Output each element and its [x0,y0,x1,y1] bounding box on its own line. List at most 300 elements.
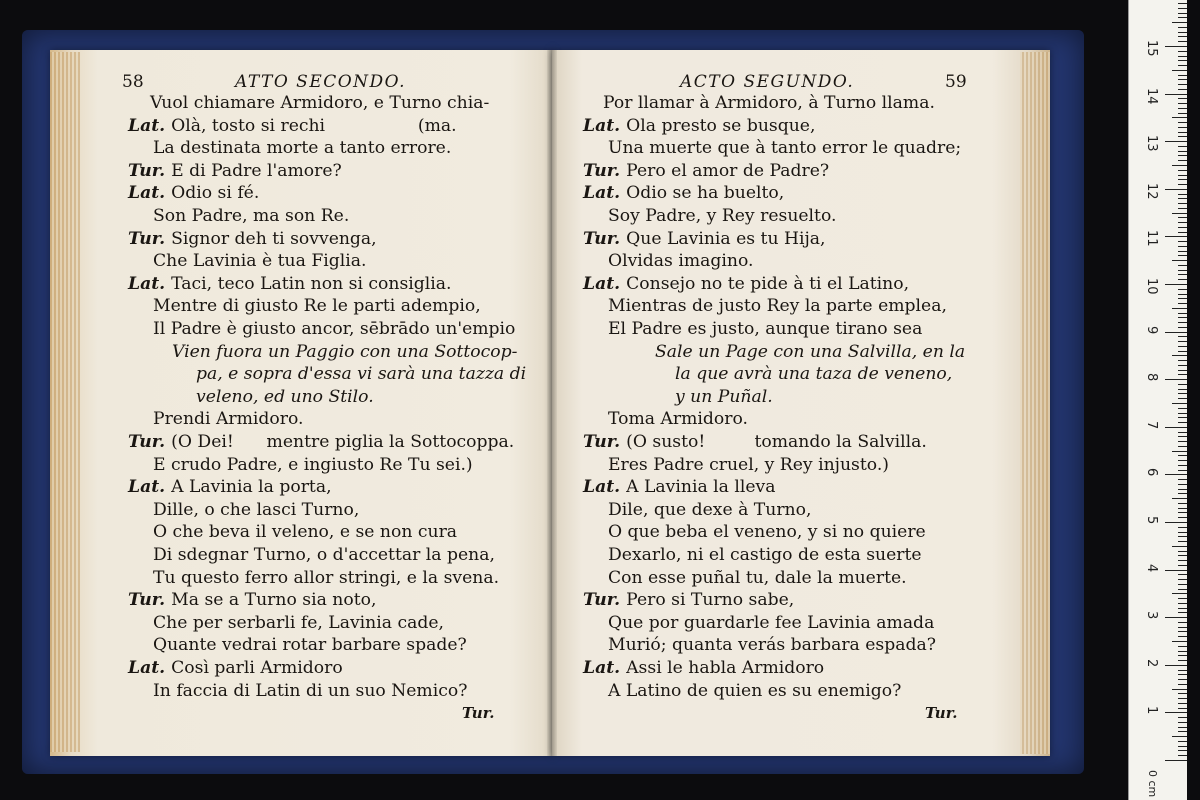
ruler-tick [1165,189,1187,190]
text-line [583,115,816,136]
ruler-tick [1178,708,1187,709]
dialogue-text: O che beva il veleno, e se non cura [153,522,458,543]
speaker-label: Lat. [128,115,172,136]
ruler-tick [1178,655,1187,656]
dialogue-text: A Lavinia la porta, [171,477,332,498]
dialogue-text: Taci, teco Latin non si consiglia. [171,273,452,294]
ruler-tick [1178,13,1187,14]
text-line [196,386,374,407]
ruler-tick [1172,22,1187,23]
text-line [153,499,360,520]
ruler-tick [1178,60,1187,61]
right-running-head: ACTO SEGUNDO. [680,72,855,92]
dialogue-text: Olà, tosto si rechi (ma. [171,115,457,136]
ruler-tick [1178,198,1187,199]
ruler-tick [1178,660,1187,661]
ruler-number: 4 [1144,563,1159,572]
dialogue-text: Consejo no te pide à ti el Latino, [626,273,910,294]
speaker-label: Lat. [128,477,172,498]
ruler-tick [1178,160,1187,161]
ruler-tick [1178,155,1187,156]
text-line [150,95,489,112]
ruler-tick [1178,389,1187,390]
ruler-tick [1178,489,1187,490]
measurement-ruler [1128,0,1187,800]
left-running-head: ATTO SECONDO. [235,72,407,92]
dialogue-text: Ma se a Turno sia noto, [171,590,377,611]
text-line [172,341,518,362]
ruler-tick [1178,731,1187,732]
dialogue-text: Soy Padre, y Rey resuelto. [608,206,837,226]
ruler-tick [1178,56,1187,57]
text-line [153,411,303,428]
ruler-tick [1178,627,1187,628]
dialogue-text: Tu questo ferro allor stringi, e la svena. [153,567,500,588]
dialogue-text: Quante vedrai rotar barbare spade? [153,635,467,656]
speaker-label: Lat. [583,183,627,204]
ruler-number: 5 [1144,516,1159,525]
ruler-tick [1178,227,1187,228]
ruler-tick [1178,465,1187,466]
ruler-unit-label: 0 cm [1146,770,1159,798]
dialogue-text: Signor deh ti sovvenga, [171,228,377,249]
ruler-tick [1178,51,1187,52]
dialogue-text: Una muerte que à tanto error le quadre; [608,138,962,159]
ruler-tick [1178,32,1187,33]
dialogue-text: Che per serbarli fe, Lavinia cade, [153,612,444,633]
ruler-tick [1165,427,1187,428]
dialogue-text: Son Padre, ma son Re. [153,206,350,226]
ruler-tick [1178,65,1187,66]
speaker-label: Lat. [583,658,627,678]
ruler-tick [1178,274,1187,275]
ruler-tick [1178,684,1187,685]
ruler-tick [1178,27,1187,28]
ruler-tick [1178,417,1187,418]
ruler-tick [1178,203,1187,204]
ruler-number: 7 [1144,420,1159,430]
speaker-label: Tur. [583,432,627,452]
text-line [583,479,776,496]
text-line [153,612,444,633]
speaker-label: Tur. [583,590,627,611]
text-line [128,660,343,677]
ruler-tick [1178,84,1187,85]
dialogue-text: (O susto! tomando la Salvilla. [626,432,927,452]
ruler-tick [1172,689,1187,690]
speaker-label: Tur. [128,228,172,249]
text-line [608,524,926,541]
ruler-tick [1178,565,1187,566]
stage-direction: la que avrà una taza de veneno, [675,364,953,385]
ruler-tick [1178,646,1187,647]
dialogue-text: Por llamar à Armidoro, à Turno llama. [603,93,935,113]
ruler-number: 14 [1144,87,1159,105]
ruler-tick [1178,408,1187,409]
dialogue-text: Eres Padre cruel, y Rey injusto.) [608,454,889,475]
dialogue-text: Il Padre è giusto ancor, sēbrādo un'empio [153,319,516,339]
ruler-tick [1178,370,1187,371]
ruler-tick [1178,508,1187,509]
ruler-number: 6 [1144,468,1159,477]
ruler-tick [1178,441,1187,442]
dialogue-text: Mientras de justo Rey la parte emplea, [608,296,947,317]
ruler-tick [1178,674,1187,675]
ruler-tick [1178,374,1187,375]
ruler-tick [1178,574,1187,575]
text-line [153,454,473,475]
ruler-tick [1178,327,1187,328]
text-line [583,434,927,451]
dialogue-text: Que Lavinia es tu Hija, [626,228,826,249]
dialogue-text: (O Dei! mentre piglia la Sottocoppa. [171,432,515,452]
text-line [675,386,773,407]
ruler-tick [1178,113,1187,114]
ruler-tick [1178,560,1187,561]
ruler-tick [1178,341,1187,342]
ruler-tick [1165,379,1187,380]
stage-direction: veleno, ed uno Stilo. [196,386,374,407]
ruler-tick [1178,527,1187,528]
speaker-label: Lat. [583,273,627,294]
ruler-tick [1165,712,1187,713]
text-line [153,140,451,157]
dialogue-text: Che Lavinia è tua Figlia. [153,251,367,272]
ruler-tick [1165,46,1187,47]
ruler-tick [1178,479,1187,480]
text-line [655,341,966,362]
text-line [608,547,922,564]
text-line [583,228,826,249]
ruler-tick [1178,755,1187,756]
stage-direction: Vien fuora un Paggio con una Sottocop- [172,341,518,362]
dialogue-text: In faccia di Latin di un suo Nemico? [153,680,468,701]
ruler-tick [1178,584,1187,585]
ruler-number: 3 [1144,611,1159,620]
ruler-tick [1178,241,1187,242]
ruler-tick [1178,322,1187,323]
dialogue-text: Prendi Armidoro. [153,409,304,430]
text-line [608,298,947,315]
ruler-tick [1165,284,1187,285]
ruler-tick [1178,346,1187,347]
ruler-tick [1178,3,1187,4]
text-line [153,680,468,701]
ruler-tick [1172,70,1187,71]
ruler-tick [1165,332,1187,333]
text-line [128,185,259,202]
ruler-tick [1178,122,1187,123]
ruler-tick [1178,8,1187,9]
dialogue-text: Que por guardarle fee Lavinia amada [608,612,935,633]
speaker-label: Tur. [128,432,172,452]
dialogue-text: Mentre di giusto Re le parti adempio, [153,296,481,317]
ruler-tick [1178,532,1187,533]
speaker-label: Tur. [128,590,172,611]
ruler-tick [1178,279,1187,280]
text-line [196,366,526,383]
dialogue-text: A Lavinia la lleva [626,477,776,498]
ruler-tick [1172,593,1187,594]
dialogue-text: E di Padre l'amore? [171,160,342,181]
text-line [128,273,452,294]
ruler-tick [1172,451,1187,452]
ruler-tick [1165,522,1187,523]
ruler-tick [1178,703,1187,704]
ruler-number: 11 [1144,230,1159,247]
ruler-tick [1178,512,1187,513]
ruler-tick [1178,470,1187,471]
speaker-label: Tur. [128,160,172,181]
ruler-tick [1178,151,1187,152]
text-line [583,160,830,181]
ruler-tick [1178,608,1187,609]
left-catchword: Tur. [462,704,495,722]
text-line [153,253,366,270]
speaker-label: Tur. [583,160,627,181]
ruler-tick [1165,141,1187,142]
text-line [153,524,457,541]
ruler-tick [1178,365,1187,366]
ruler-tick [1178,303,1187,304]
ruler-tick [1178,79,1187,80]
ruler-tick [1172,403,1187,404]
dialogue-text: Con esse puñal tu, dale la muerte. [608,567,907,588]
ruler-tick [1165,665,1187,666]
dialogue-text: Di sdegnar Turno, o d'accettar la pena, [153,545,495,565]
ruler-tick [1178,232,1187,233]
left-page-number: 58 [122,72,144,92]
dialogue-text: Odio se ha buelto, [626,183,785,204]
ruler-tick [1178,517,1187,518]
ruler-tick [1178,294,1187,295]
ruler-tick [1165,94,1187,95]
dialogue-text: Dille, o che lasci Turno, [153,499,360,520]
ruler-tick [1178,598,1187,599]
text-line [153,547,495,564]
ruler-tick [1178,541,1187,542]
stage-direction: pa, e sopra d'essa vi sarà una tazza di [196,364,527,385]
ruler-tick [1178,436,1187,437]
ruler-tick [1178,132,1187,133]
ruler-number: 9 [1144,325,1159,334]
ruler-tick [1178,722,1187,723]
ruler-tick [1178,460,1187,461]
ruler-tick [1178,89,1187,90]
ruler-tick [1178,651,1187,652]
dialogue-text: Vuol chiamare Armidoro, e Turno chia- [150,93,490,113]
dialogue-text: E crudo Padre, e ingiusto Re Tu sei.) [153,454,473,475]
ruler-tick [1178,679,1187,680]
ruler-tick [1178,746,1187,747]
text-line [583,273,910,294]
ruler-tick [1178,384,1187,385]
ruler-tick [1178,170,1187,171]
dialogue-text: O que beba el veneno, y si no quiere [608,522,926,543]
ruler-tick [1165,236,1187,237]
text-line [608,499,812,520]
ruler-tick [1172,308,1187,309]
stage-direction: y un Puñal. [675,386,773,407]
ruler-number: 13 [1144,135,1159,152]
ruler-tick [1172,641,1187,642]
ruler-tick [1178,622,1187,623]
ruler-tick [1172,213,1187,214]
ruler-number: 12 [1144,182,1159,200]
right-page-number: 59 [945,72,967,92]
speaker-label: Tur. [583,228,627,249]
ruler-tick [1178,750,1187,751]
ruler-tick [1178,603,1187,604]
dialogue-text: Toma Armidoro. [608,409,748,430]
text-line [608,567,907,588]
text-line [153,208,349,225]
ruler-tick [1172,355,1187,356]
ruler-tick [1165,617,1187,618]
ruler-number: 2 [1144,658,1159,668]
text-line [583,185,784,202]
ruler-tick [1178,298,1187,299]
ruler-tick [1178,612,1187,613]
ruler-tick [1178,589,1187,590]
ruler-tick [1178,184,1187,185]
ruler-tick [1178,289,1187,290]
ruler-tick [1178,108,1187,109]
ruler-tick [1178,208,1187,209]
speaker-label: Lat. [128,273,172,294]
text-line [608,321,922,338]
ruler-tick [1178,175,1187,176]
ruler-tick [1178,17,1187,18]
ruler-tick [1165,760,1187,761]
ruler-tick [1165,570,1187,571]
ruler-tick [1178,579,1187,580]
speaker-label: Lat. [583,477,627,498]
ruler-tick [1178,503,1187,504]
ruler-tick [1172,736,1187,737]
ruler-tick [1165,474,1187,475]
ruler-tick [1178,246,1187,247]
ruler-tick [1178,127,1187,128]
speaker-label: Lat. [128,183,172,204]
text-line [128,115,457,136]
ruler-tick [1178,146,1187,147]
ruler-number: 15 [1144,40,1159,57]
ruler-tick [1172,498,1187,499]
ruler-tick [1178,484,1187,485]
ruler-tick [1178,741,1187,742]
ruler-tick [1178,103,1187,104]
text-line [608,208,836,225]
ruler-tick [1178,351,1187,352]
right-catchword: Tur. [925,704,958,722]
stage-direction: Sale un Page con una Salvilla, en la [655,341,966,362]
ruler-tick [1178,432,1187,433]
speaker-label: Lat. [583,115,627,136]
text-line [153,298,481,315]
dialogue-text: Dile, que dexe à Turno, [608,499,812,520]
dialogue-text: Olvidas imagino. [608,251,754,272]
ruler-tick [1178,136,1187,137]
text-line [128,592,376,609]
text-line [583,660,824,677]
text-line [608,140,961,157]
ruler-tick [1172,260,1187,261]
dialogue-text: Pero si Turno sabe, [626,590,795,611]
ruler-tick [1178,179,1187,180]
ruler-tick [1178,75,1187,76]
ruler-number: 1 [1144,706,1159,715]
ruler-tick [1178,265,1187,266]
ruler-tick [1178,536,1187,537]
dialogue-text: Murió; quanta verás barbara espada? [608,635,936,656]
text-line [153,321,515,338]
ruler-tick [1172,165,1187,166]
ruler-tick [1178,631,1187,632]
ruler-tick [1178,217,1187,218]
ruler-tick [1178,698,1187,699]
ruler-tick [1178,222,1187,223]
ruler-tick [1178,555,1187,556]
text-line [608,411,748,428]
text-line [128,479,332,496]
dialogue-text: Dexarlo, ni el castigo de esta suerte [608,545,922,565]
text-line [608,253,753,270]
ruler-tick [1178,360,1187,361]
ruler-tick [1178,422,1187,423]
ruler-tick [1178,194,1187,195]
text-line [583,592,794,609]
ruler-tick [1178,98,1187,99]
dialogue-text: Assi le habla Armidoro [626,658,825,678]
text-line [608,612,935,633]
ruler-tick [1178,413,1187,414]
ruler-tick [1178,717,1187,718]
ruler-tick [1178,636,1187,637]
dialogue-text: La destinata morte a tanto errore. [153,138,452,159]
ruler-tick [1178,670,1187,671]
ruler-tick [1178,551,1187,552]
text-line [603,95,935,112]
dialogue-text: Odio si fé. [171,183,260,204]
dialogue-text: Ola presto se busque, [626,115,816,136]
ruler-tick [1178,336,1187,337]
dialogue-text: Così parli Armidoro [171,658,343,678]
text-line [608,637,936,654]
text-line [153,567,500,588]
ruler-tick [1178,255,1187,256]
text-line [128,160,342,181]
ruler-tick [1178,317,1187,318]
ruler-tick [1178,398,1187,399]
ruler-tick [1178,41,1187,42]
ruler-tick [1178,36,1187,37]
ruler-tick [1172,546,1187,547]
text-line [675,366,952,383]
text-line [608,454,889,475]
ruler-number: 10 [1144,278,1159,295]
dialogue-text: A Latino de quien es su enemigo? [608,680,902,701]
ruler-tick [1178,727,1187,728]
text-line [153,637,467,654]
text-line [608,680,902,701]
text-line [128,434,514,451]
ruler-tick [1178,393,1187,394]
ruler-tick [1178,270,1187,271]
ruler-tick [1178,493,1187,494]
ruler-tick [1172,117,1187,118]
ruler-tick [1178,455,1187,456]
